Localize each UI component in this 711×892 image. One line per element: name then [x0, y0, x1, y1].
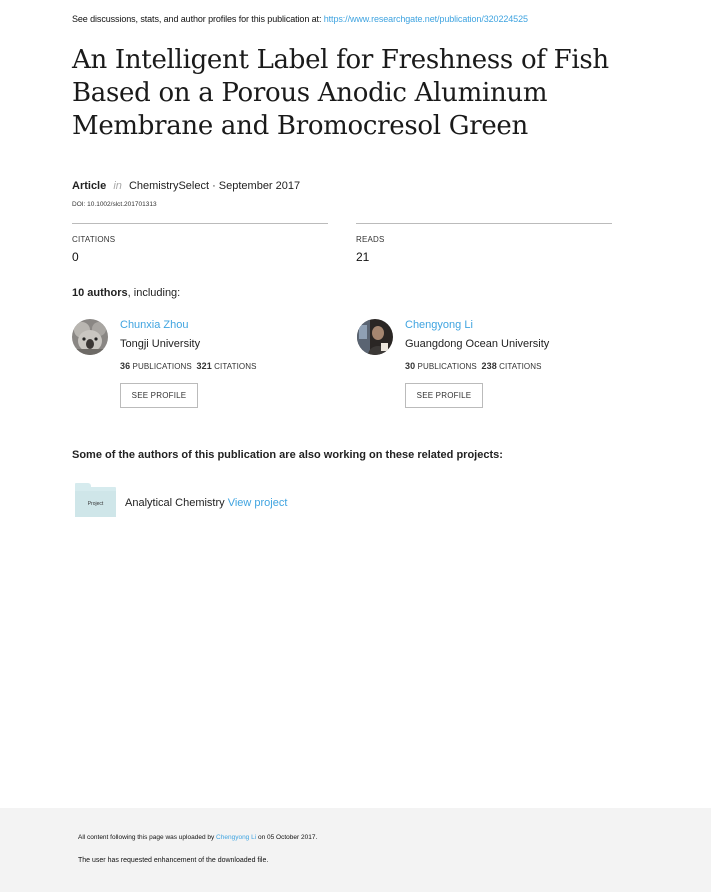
upload-note-prefix: All content following this page was uploaded by — [78, 834, 215, 841]
author-publications-count: 30 — [405, 361, 416, 371]
related-projects-heading: Some of the authors of this publication are also working on these related projects: — [72, 449, 503, 461]
source-note-text: See discussions, stats, and author profiles for this publication at: — [72, 14, 322, 24]
author-institution: Tongji University — [120, 338, 201, 350]
publication-url-link[interactable]: https://www.researchgate.net/publication/320224525 — [323, 14, 528, 24]
author-institution: Guangdong Ocean University — [405, 338, 550, 350]
authors-including: , including: — [127, 287, 181, 299]
citations-label: CITATIONS — [72, 235, 116, 244]
publication-title: An Intelligent Label for Freshness of Fish Based on a Porous Anodic Aluminum Membrane and Bromocresol Green — [72, 45, 609, 141]
authors-count — [72, 287, 180, 299]
footer — [0, 808, 711, 892]
publication-doi: DOI: 10.1002/slct.201701313 — [72, 201, 157, 208]
publications-label: PUBLICATIONS — [132, 362, 192, 371]
publications-label: PUBLICATIONS — [417, 362, 477, 371]
citations-stat — [72, 223, 328, 264]
journal-date: ChemistrySelect · September 2017 — [128, 180, 301, 192]
person-avatar-icon — [357, 319, 393, 355]
author-name-link[interactable]: Chengyong Li — [405, 319, 473, 331]
enhancement-note: The user has requested enhancement of the downloaded file. — [78, 857, 269, 864]
reads-value: 21 — [356, 250, 370, 264]
see-profile-button[interactable]: SEE PROFILE — [120, 383, 198, 408]
view-project-link[interactable]: View project — [227, 497, 288, 509]
project-line — [125, 497, 287, 509]
author-stats — [120, 361, 257, 371]
citations-label: CITATIONS — [214, 362, 257, 371]
author-citations-count: 238 — [481, 361, 497, 371]
avatar[interactable] — [72, 319, 108, 355]
author-stats — [405, 361, 542, 371]
koala-avatar-icon — [72, 319, 108, 355]
in-word: in — [113, 180, 122, 192]
related-project-item — [75, 483, 475, 517]
see-profile-button[interactable]: SEE PROFILE — [405, 383, 483, 408]
publication-meta — [72, 180, 300, 192]
upload-note-suffix: on 05 October 2017. — [257, 834, 318, 841]
author-publications-count: 36 — [120, 361, 131, 371]
author-card-2 — [357, 318, 617, 413]
reads-label: READS — [356, 235, 385, 244]
publication-type: Article — [72, 180, 107, 192]
uploader-link[interactable]: Chengyong Li — [216, 834, 257, 841]
publication-source-note — [72, 14, 528, 24]
authors-number: 10 authors — [72, 287, 128, 299]
avatar[interactable] — [357, 319, 393, 355]
folder-label: Project — [75, 491, 116, 517]
author-name-link[interactable]: Chunxia Zhou — [120, 319, 189, 331]
citations-label: CITATIONS — [499, 362, 542, 371]
author-citations-count: 321 — [196, 361, 212, 371]
upload-note — [78, 834, 317, 841]
project-name: Analytical Chemistry — [125, 497, 225, 509]
author-card-1 — [72, 318, 332, 413]
project-folder-icon — [75, 483, 116, 517]
citations-value: 0 — [72, 250, 79, 264]
reads-stat — [356, 223, 612, 264]
